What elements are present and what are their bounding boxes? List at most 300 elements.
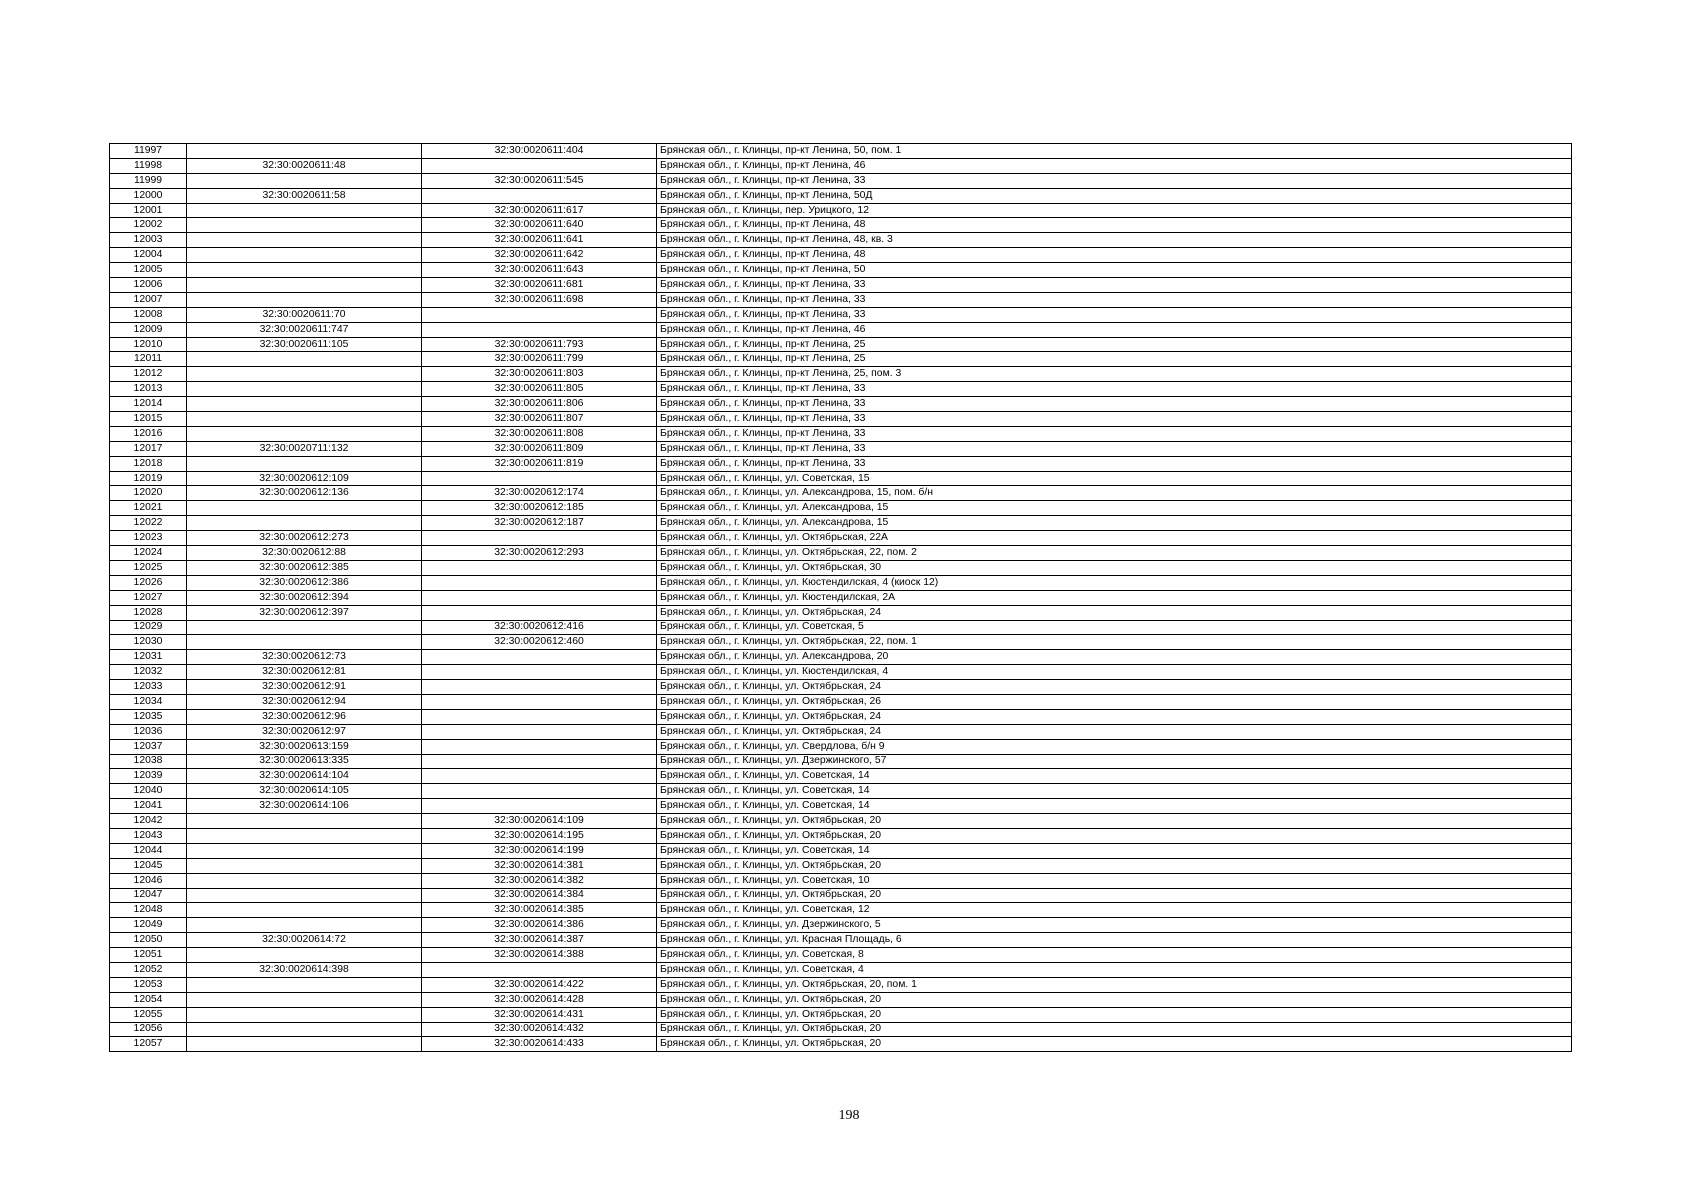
cadastral-table <box>109 143 1572 1052</box>
table-row <box>110 724 1572 739</box>
object-cadastral-number-cell: 32:30:0020611:404 <box>422 144 657 159</box>
object-cadastral-number-cell <box>422 650 657 665</box>
object-cadastral-number-cell <box>422 531 657 546</box>
table-row <box>110 828 1572 843</box>
address-cell: Брянская обл., г. Клинцы, ул. Октябрьская, 24 <box>657 709 1572 724</box>
address-cell: Брянская обл., г. Клинцы, ул. Октябрьская, 20 <box>657 1037 1572 1052</box>
cadastral-number-cell: 32:30:0020611:48 <box>187 158 422 173</box>
cadastral-number-cell: 32:30:0020612:109 <box>187 471 422 486</box>
cadastral-number-cell: 32:30:0020612:394 <box>187 590 422 605</box>
row-number-cell: 12000 <box>110 188 187 203</box>
table-row <box>110 635 1572 650</box>
cadastral-number-cell <box>187 352 422 367</box>
table-row <box>110 858 1572 873</box>
row-number-cell: 12015 <box>110 412 187 427</box>
row-number-cell: 12042 <box>110 814 187 829</box>
address-cell: Брянская обл., г. Клинцы, ул. Советская, 15 <box>657 471 1572 486</box>
cadastral-number-cell <box>187 635 422 650</box>
cadastral-number-cell <box>187 873 422 888</box>
row-number-cell: 12044 <box>110 843 187 858</box>
table-row <box>110 367 1572 382</box>
cadastral-number-cell: 32:30:0020612:273 <box>187 531 422 546</box>
object-cadastral-number-cell: 32:30:0020611:819 <box>422 456 657 471</box>
object-cadastral-number-cell: 32:30:0020611:698 <box>422 292 657 307</box>
table-row <box>110 337 1572 352</box>
row-number-cell: 12025 <box>110 560 187 575</box>
cadastral-number-cell <box>187 501 422 516</box>
address-cell: Брянская обл., г. Клинцы, пр-кт Ленина, 33 <box>657 292 1572 307</box>
table-row <box>110 501 1572 516</box>
cadastral-number-cell <box>187 992 422 1007</box>
object-cadastral-number-cell: 32:30:0020614:384 <box>422 888 657 903</box>
row-number-cell: 12006 <box>110 278 187 293</box>
row-number-cell: 12004 <box>110 248 187 263</box>
cadastral-number-cell: 32:30:0020612:94 <box>187 694 422 709</box>
address-cell: Брянская обл., г. Клинцы, ул. Кюстендилская, 2А <box>657 590 1572 605</box>
table-row <box>110 694 1572 709</box>
row-number-cell: 12026 <box>110 575 187 590</box>
cadastral-number-cell: 32:30:0020614:105 <box>187 784 422 799</box>
row-number-cell: 12024 <box>110 546 187 561</box>
object-cadastral-number-cell <box>422 799 657 814</box>
address-cell: Брянская обл., г. Клинцы, пр-кт Ленина, 25, пом. 3 <box>657 367 1572 382</box>
table-row <box>110 173 1572 188</box>
table-row <box>110 799 1572 814</box>
row-number-cell: 12056 <box>110 1022 187 1037</box>
table-row <box>110 188 1572 203</box>
row-number-cell: 12051 <box>110 948 187 963</box>
address-cell: Брянская обл., г. Клинцы, ул. Красная Площадь, 6 <box>657 933 1572 948</box>
row-number-cell: 12033 <box>110 680 187 695</box>
object-cadastral-number-cell: 32:30:0020614:388 <box>422 948 657 963</box>
row-number-cell: 12016 <box>110 426 187 441</box>
table-row <box>110 933 1572 948</box>
object-cadastral-number-cell <box>422 784 657 799</box>
row-number-cell: 12050 <box>110 933 187 948</box>
object-cadastral-number-cell: 32:30:0020614:387 <box>422 933 657 948</box>
object-cadastral-number-cell: 32:30:0020611:805 <box>422 382 657 397</box>
cadastral-number-cell: 32:30:0020612:96 <box>187 709 422 724</box>
object-cadastral-number-cell <box>422 590 657 605</box>
address-cell: Брянская обл., г. Клинцы, ул. Октябрьская, 20 <box>657 814 1572 829</box>
row-number-cell: 12036 <box>110 724 187 739</box>
object-cadastral-number-cell: 32:30:0020612:460 <box>422 635 657 650</box>
cadastral-number-cell: 32:30:0020711:132 <box>187 441 422 456</box>
address-cell: Брянская обл., г. Клинцы, ул. Октябрьская, 30 <box>657 560 1572 575</box>
address-cell: Брянская обл., г. Клинцы, пр-кт Ленина, 25 <box>657 352 1572 367</box>
cadastral-number-cell <box>187 412 422 427</box>
address-cell: Брянская обл., г. Клинцы, ул. Дзержинского, 57 <box>657 754 1572 769</box>
table-row <box>110 1037 1572 1052</box>
cadastral-number-cell: 32:30:0020613:159 <box>187 739 422 754</box>
address-cell: Брянская обл., г. Клинцы, пр-кт Ленина, 33 <box>657 412 1572 427</box>
table-row <box>110 620 1572 635</box>
row-number-cell: 12037 <box>110 739 187 754</box>
object-cadastral-number-cell <box>422 694 657 709</box>
address-cell: Брянская обл., г. Клинцы, пр-кт Ленина, 33 <box>657 382 1572 397</box>
address-cell: Брянская обл., г. Клинцы, пр-кт Ленина, 50Д <box>657 188 1572 203</box>
object-cadastral-number-cell: 32:30:0020611:803 <box>422 367 657 382</box>
object-cadastral-number-cell <box>422 769 657 784</box>
object-cadastral-number-cell <box>422 724 657 739</box>
cadastral-number-cell: 32:30:0020614:104 <box>187 769 422 784</box>
object-cadastral-number-cell: 32:30:0020612:293 <box>422 546 657 561</box>
object-cadastral-number-cell: 32:30:0020614:431 <box>422 1007 657 1022</box>
table-row <box>110 754 1572 769</box>
cadastral-number-cell: 32:30:0020611:58 <box>187 188 422 203</box>
row-number-cell: 12027 <box>110 590 187 605</box>
cadastral-number-cell <box>187 397 422 412</box>
cadastral-number-cell: 32:30:0020612:397 <box>187 605 422 620</box>
object-cadastral-number-cell <box>422 158 657 173</box>
row-number-cell: 11999 <box>110 173 187 188</box>
object-cadastral-number-cell <box>422 560 657 575</box>
row-number-cell: 12022 <box>110 516 187 531</box>
row-number-cell: 12038 <box>110 754 187 769</box>
cadastral-number-cell: 32:30:0020612:91 <box>187 680 422 695</box>
address-cell: Брянская обл., г. Клинцы, ул. Советская, 14 <box>657 799 1572 814</box>
row-number-cell: 12017 <box>110 441 187 456</box>
address-cell: Брянская обл., г. Клинцы, ул. Советская, 14 <box>657 843 1572 858</box>
cadastral-number-cell <box>187 1007 422 1022</box>
object-cadastral-number-cell: 32:30:0020611:641 <box>422 233 657 248</box>
row-number-cell: 12029 <box>110 620 187 635</box>
object-cadastral-number-cell <box>422 680 657 695</box>
table-row <box>110 992 1572 1007</box>
table-row <box>110 352 1572 367</box>
row-number-cell: 11997 <box>110 144 187 159</box>
object-cadastral-number-cell <box>422 188 657 203</box>
address-cell: Брянская обл., г. Клинцы, ул. Октябрьская, 20 <box>657 1022 1572 1037</box>
table-row <box>110 1007 1572 1022</box>
row-number-cell: 12001 <box>110 203 187 218</box>
cadastral-number-cell <box>187 918 422 933</box>
address-cell: Брянская обл., г. Клинцы, ул. Октябрьская, 24 <box>657 680 1572 695</box>
row-number-cell: 12005 <box>110 263 187 278</box>
table-row <box>110 531 1572 546</box>
address-cell: Брянская обл., г. Клинцы, ул. Дзержинского, 5 <box>657 918 1572 933</box>
object-cadastral-number-cell: 32:30:0020611:643 <box>422 263 657 278</box>
table-row <box>110 680 1572 695</box>
cadastral-number-cell: 32:30:0020612:386 <box>187 575 422 590</box>
cadastral-number-cell <box>187 218 422 233</box>
row-number-cell: 12045 <box>110 858 187 873</box>
row-number-cell: 12054 <box>110 992 187 1007</box>
address-cell: Брянская обл., г. Клинцы, пр-кт Ленина, 33 <box>657 426 1572 441</box>
address-cell: Брянская обл., г. Клинцы, пр-кт Ленина, 46 <box>657 322 1572 337</box>
row-number-cell: 12020 <box>110 486 187 501</box>
address-cell: Брянская обл., г. Клинцы, ул. Октябрьская, 20, пом. 1 <box>657 977 1572 992</box>
cadastral-number-cell: 32:30:0020614:106 <box>187 799 422 814</box>
cadastral-number-cell: 32:30:0020612:88 <box>187 546 422 561</box>
cadastral-number-cell <box>187 426 422 441</box>
row-number-cell: 12007 <box>110 292 187 307</box>
row-number-cell: 12032 <box>110 665 187 680</box>
cadastral-number-cell <box>187 248 422 263</box>
address-cell: Брянская обл., г. Клинцы, пр-кт Ленина, 33 <box>657 397 1572 412</box>
cadastral-number-cell: 32:30:0020614:398 <box>187 962 422 977</box>
table-row <box>110 903 1572 918</box>
table-row <box>110 203 1572 218</box>
table-row <box>110 843 1572 858</box>
cadastral-number-cell <box>187 367 422 382</box>
address-cell: Брянская обл., г. Клинцы, ул. Александрова, 15, пом. б/н <box>657 486 1572 501</box>
object-cadastral-number-cell <box>422 709 657 724</box>
address-cell: Брянская обл., г. Клинцы, ул. Кюстендилская, 4 (киоск 12) <box>657 575 1572 590</box>
table-row <box>110 382 1572 397</box>
cadastral-number-cell <box>187 292 422 307</box>
address-cell: Брянская обл., г. Клинцы, пер. Урицкого, 12 <box>657 203 1572 218</box>
object-cadastral-number-cell: 32:30:0020611:806 <box>422 397 657 412</box>
address-cell: Брянская обл., г. Клинцы, ул. Советская, 4 <box>657 962 1572 977</box>
address-cell: Брянская обл., г. Клинцы, ул. Свердлова, б/н 9 <box>657 739 1572 754</box>
address-cell: Брянская обл., г. Клинцы, ул. Советская, 10 <box>657 873 1572 888</box>
object-cadastral-number-cell: 32:30:0020612:187 <box>422 516 657 531</box>
object-cadastral-number-cell: 32:30:0020611:681 <box>422 278 657 293</box>
row-number-cell: 12055 <box>110 1007 187 1022</box>
table-row <box>110 739 1572 754</box>
row-number-cell: 11998 <box>110 158 187 173</box>
cadastral-number-cell: 32:30:0020611:70 <box>187 307 422 322</box>
address-cell: Брянская обл., г. Клинцы, пр-кт Ленина, 48 <box>657 248 1572 263</box>
cadastral-number-cell <box>187 263 422 278</box>
table-row <box>110 962 1572 977</box>
address-cell: Брянская обл., г. Клинцы, пр-кт Ленина, 33 <box>657 173 1572 188</box>
table-row <box>110 412 1572 427</box>
object-cadastral-number-cell <box>422 739 657 754</box>
row-number-cell: 12040 <box>110 784 187 799</box>
address-cell: Брянская обл., г. Клинцы, ул. Советская, 14 <box>657 784 1572 799</box>
table-row <box>110 873 1572 888</box>
object-cadastral-number-cell: 32:30:0020614:428 <box>422 992 657 1007</box>
object-cadastral-number-cell: 32:30:0020612:174 <box>422 486 657 501</box>
address-cell: Брянская обл., г. Клинцы, пр-кт Ленина, 33 <box>657 441 1572 456</box>
object-cadastral-number-cell: 32:30:0020614:385 <box>422 903 657 918</box>
cadastral-number-cell: 32:30:0020613:335 <box>187 754 422 769</box>
address-cell: Брянская обл., г. Клинцы, ул. Советская, 12 <box>657 903 1572 918</box>
table-row <box>110 709 1572 724</box>
row-number-cell: 12014 <box>110 397 187 412</box>
row-number-cell: 12012 <box>110 367 187 382</box>
row-number-cell: 12053 <box>110 977 187 992</box>
row-number-cell: 12023 <box>110 531 187 546</box>
table-row <box>110 292 1572 307</box>
address-cell: Брянская обл., г. Клинцы, ул. Октябрьская, 24 <box>657 724 1572 739</box>
object-cadastral-number-cell <box>422 575 657 590</box>
row-number-cell: 12008 <box>110 307 187 322</box>
object-cadastral-number-cell: 32:30:0020614:195 <box>422 828 657 843</box>
cadastral-number-cell <box>187 620 422 635</box>
object-cadastral-number-cell: 32:30:0020611:807 <box>422 412 657 427</box>
table-row <box>110 516 1572 531</box>
table-row <box>110 218 1572 233</box>
address-cell: Брянская обл., г. Клинцы, пр-кт Ленина, 50, пом. 1 <box>657 144 1572 159</box>
address-cell: Брянская обл., г. Клинцы, ул. Октябрьская, 24 <box>657 605 1572 620</box>
table-row <box>110 263 1572 278</box>
row-number-cell: 12028 <box>110 605 187 620</box>
row-number-cell: 12034 <box>110 694 187 709</box>
object-cadastral-number-cell: 32:30:0020611:640 <box>422 218 657 233</box>
cadastral-number-cell: 32:30:0020612:385 <box>187 560 422 575</box>
cadastral-number-cell <box>187 948 422 963</box>
row-number-cell: 12011 <box>110 352 187 367</box>
table-row <box>110 471 1572 486</box>
row-number-cell: 12046 <box>110 873 187 888</box>
table-row <box>110 605 1572 620</box>
object-cadastral-number-cell: 32:30:0020614:386 <box>422 918 657 933</box>
table-row <box>110 590 1572 605</box>
object-cadastral-number-cell: 32:30:0020614:109 <box>422 814 657 829</box>
address-cell: Брянская обл., г. Клинцы, ул. Октябрьская, 20 <box>657 828 1572 843</box>
table-row <box>110 575 1572 590</box>
object-cadastral-number-cell: 32:30:0020611:617 <box>422 203 657 218</box>
table-row <box>110 144 1572 159</box>
address-cell: Брянская обл., г. Клинцы, ул. Октябрьская, 22, пом. 1 <box>657 635 1572 650</box>
cadastral-number-cell: 32:30:0020614:72 <box>187 933 422 948</box>
row-number-cell: 12003 <box>110 233 187 248</box>
object-cadastral-number-cell <box>422 322 657 337</box>
row-number-cell: 12043 <box>110 828 187 843</box>
address-cell: Брянская обл., г. Клинцы, ул. Александрова, 15 <box>657 516 1572 531</box>
object-cadastral-number-cell: 32:30:0020611:545 <box>422 173 657 188</box>
address-cell: Брянская обл., г. Клинцы, ул. Октябрьская, 20 <box>657 1007 1572 1022</box>
address-cell: Брянская обл., г. Клинцы, ул. Советская, 5 <box>657 620 1572 635</box>
cadastral-number-cell <box>187 233 422 248</box>
address-cell: Брянская обл., г. Клинцы, ул. Октябрьская, 22, пом. 2 <box>657 546 1572 561</box>
cadastral-number-cell: 32:30:0020611:747 <box>187 322 422 337</box>
address-cell: Брянская обл., г. Клинцы, ул. Советская, 14 <box>657 769 1572 784</box>
table-row <box>110 456 1572 471</box>
address-cell: Брянская обл., г. Клинцы, ул. Александрова, 15 <box>657 501 1572 516</box>
row-number-cell: 12018 <box>110 456 187 471</box>
table-row <box>110 888 1572 903</box>
object-cadastral-number-cell: 32:30:0020611:808 <box>422 426 657 441</box>
cadastral-number-cell <box>187 1022 422 1037</box>
row-number-cell: 12035 <box>110 709 187 724</box>
object-cadastral-number-cell: 32:30:0020614:433 <box>422 1037 657 1052</box>
cadastral-number-cell <box>187 278 422 293</box>
table-row <box>110 814 1572 829</box>
table-row <box>110 233 1572 248</box>
address-cell: Брянская обл., г. Клинцы, пр-кт Ленина, 48 <box>657 218 1572 233</box>
cadastral-number-cell <box>187 173 422 188</box>
address-cell: Брянская обл., г. Клинцы, ул. Октябрьская, 20 <box>657 992 1572 1007</box>
table-row <box>110 784 1572 799</box>
row-number-cell: 12057 <box>110 1037 187 1052</box>
table-row <box>110 441 1572 456</box>
cadastral-number-cell <box>187 1037 422 1052</box>
address-cell: Брянская обл., г. Клинцы, ул. Советская, 8 <box>657 948 1572 963</box>
cadastral-number-cell <box>187 888 422 903</box>
address-cell: Брянская обл., г. Клинцы, пр-кт Ленина, 33 <box>657 278 1572 293</box>
object-cadastral-number-cell: 32:30:0020611:799 <box>422 352 657 367</box>
object-cadastral-number-cell <box>422 962 657 977</box>
table-row <box>110 560 1572 575</box>
cadastral-number-cell <box>187 977 422 992</box>
cadastral-number-cell <box>187 843 422 858</box>
table-row <box>110 977 1572 992</box>
cadastral-number-cell <box>187 858 422 873</box>
row-number-cell: 12019 <box>110 471 187 486</box>
cadastral-number-cell <box>187 382 422 397</box>
row-number-cell: 12041 <box>110 799 187 814</box>
row-number-cell: 12030 <box>110 635 187 650</box>
table-row <box>110 918 1572 933</box>
object-cadastral-number-cell: 32:30:0020614:381 <box>422 858 657 873</box>
object-cadastral-number-cell: 32:30:0020611:793 <box>422 337 657 352</box>
table-row <box>110 665 1572 680</box>
cadastral-number-cell <box>187 828 422 843</box>
row-number-cell: 12049 <box>110 918 187 933</box>
address-cell: Брянская обл., г. Клинцы, ул. Александрова, 20 <box>657 650 1572 665</box>
row-number-cell: 12047 <box>110 888 187 903</box>
table-row <box>110 158 1572 173</box>
object-cadastral-number-cell: 32:30:0020611:809 <box>422 441 657 456</box>
cadastral-number-cell <box>187 456 422 471</box>
cadastral-number-cell: 32:30:0020612:136 <box>187 486 422 501</box>
object-cadastral-number-cell: 32:30:0020614:422 <box>422 977 657 992</box>
cadastral-number-cell: 32:30:0020612:81 <box>187 665 422 680</box>
address-cell: Брянская обл., г. Клинцы, пр-кт Ленина, 33 <box>657 456 1572 471</box>
table-row <box>110 1022 1572 1037</box>
object-cadastral-number-cell <box>422 471 657 486</box>
table-row <box>110 397 1572 412</box>
object-cadastral-number-cell <box>422 754 657 769</box>
row-number-cell: 12009 <box>110 322 187 337</box>
address-cell: Брянская обл., г. Клинцы, ул. Октябрьская, 22А <box>657 531 1572 546</box>
object-cadastral-number-cell <box>422 665 657 680</box>
address-cell: Брянская обл., г. Клинцы, пр-кт Ленина, 48, кв. 3 <box>657 233 1572 248</box>
table-row <box>110 278 1572 293</box>
cadastral-number-cell <box>187 903 422 918</box>
cadastral-number-cell <box>187 203 422 218</box>
table-body <box>110 144 1572 1052</box>
row-number-cell: 12039 <box>110 769 187 784</box>
object-cadastral-number-cell: 32:30:0020614:199 <box>422 843 657 858</box>
table-row <box>110 307 1572 322</box>
table-row <box>110 486 1572 501</box>
row-number-cell: 12013 <box>110 382 187 397</box>
table-row <box>110 248 1572 263</box>
object-cadastral-number-cell: 32:30:0020611:642 <box>422 248 657 263</box>
table-row <box>110 650 1572 665</box>
table-row <box>110 948 1572 963</box>
table-row <box>110 426 1572 441</box>
row-number-cell: 12031 <box>110 650 187 665</box>
row-number-cell: 12010 <box>110 337 187 352</box>
table-row <box>110 546 1572 561</box>
row-number-cell: 12002 <box>110 218 187 233</box>
object-cadastral-number-cell <box>422 307 657 322</box>
address-cell: Брянская обл., г. Клинцы, ул. Октябрьская, 20 <box>657 858 1572 873</box>
address-cell: Брянская обл., г. Клинцы, ул. Октябрьская, 20 <box>657 888 1572 903</box>
cadastral-number-cell <box>187 516 422 531</box>
address-cell: Брянская обл., г. Клинцы, пр-кт Ленина, 25 <box>657 337 1572 352</box>
cadastral-number-cell: 32:30:0020612:97 <box>187 724 422 739</box>
address-cell: Брянская обл., г. Клинцы, пр-кт Ленина, 46 <box>657 158 1572 173</box>
row-number-cell: 12048 <box>110 903 187 918</box>
address-cell: Брянская обл., г. Клинцы, ул. Кюстендилская, 4 <box>657 665 1572 680</box>
address-cell: Брянская обл., г. Клинцы, ул. Октябрьская, 26 <box>657 694 1572 709</box>
row-number-cell: 12052 <box>110 962 187 977</box>
cadastral-number-cell <box>187 144 422 159</box>
row-number-cell: 12021 <box>110 501 187 516</box>
object-cadastral-number-cell: 32:30:0020614:432 <box>422 1022 657 1037</box>
address-cell: Брянская обл., г. Клинцы, пр-кт Ленина, 33 <box>657 307 1572 322</box>
address-cell: Брянская обл., г. Клинцы, пр-кт Ленина, 50 <box>657 263 1572 278</box>
table-row <box>110 769 1572 784</box>
object-cadastral-number-cell: 32:30:0020612:416 <box>422 620 657 635</box>
